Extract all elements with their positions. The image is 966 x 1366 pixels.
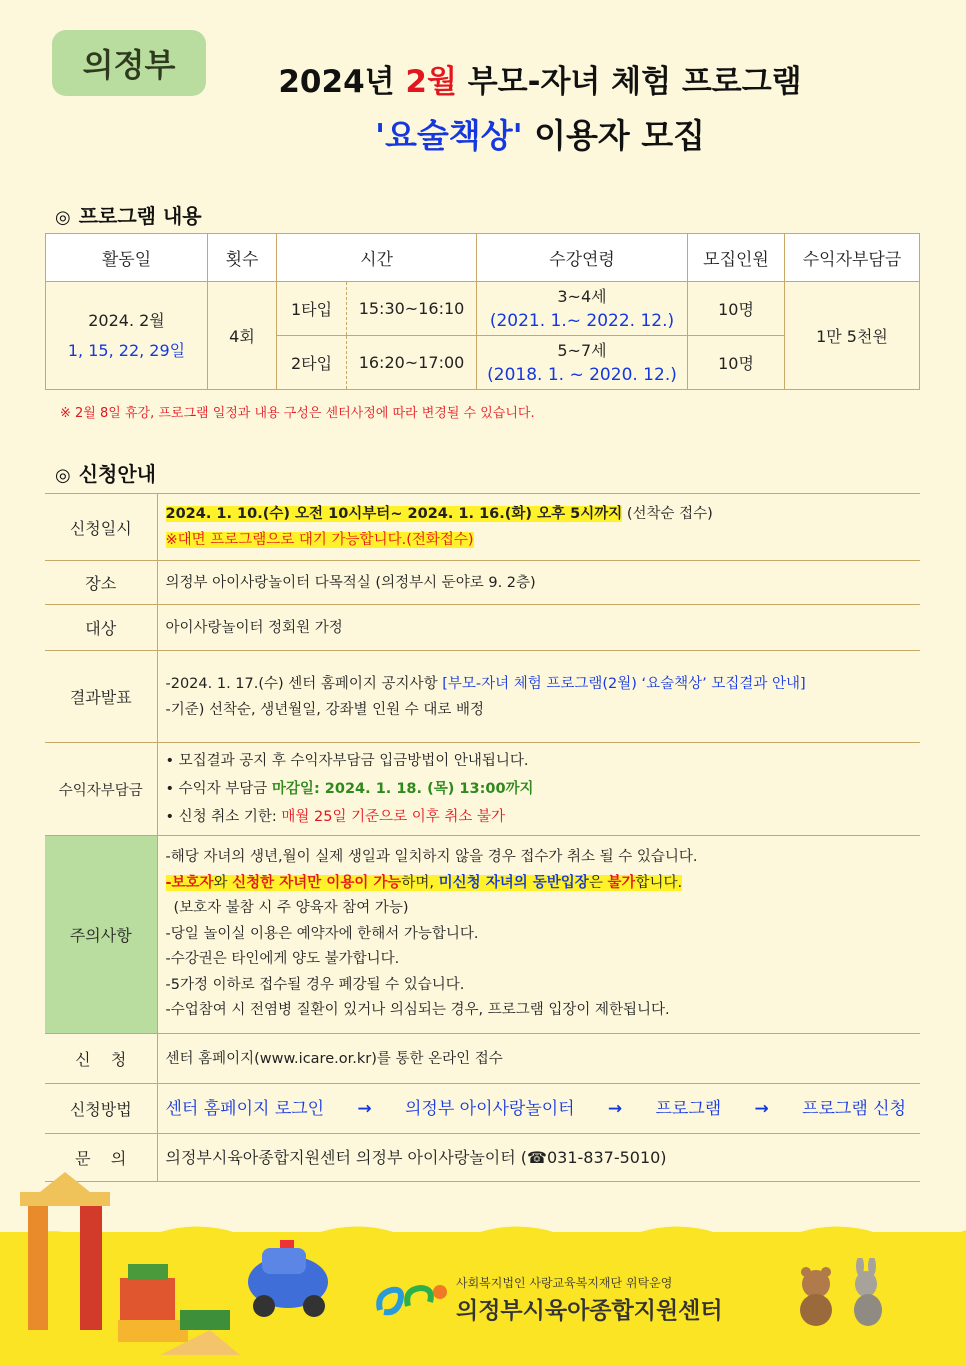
caution-text: 합니다. (635, 874, 683, 891)
plush-toys-illustration (790, 1258, 900, 1328)
caution-no-companion: 미신청 자녀의 동반입장 (438, 874, 589, 891)
bullet-circle-icon: ◎ (55, 207, 71, 228)
time-value: 16:20~17:00 (347, 336, 477, 390)
period-tail: (선착순 접수) (622, 506, 713, 522)
period-note: ※대면 프로그램으로 대기 가능합니다.(전화접수) (165, 532, 474, 548)
center-name: 의정부시육아종합지원센터 (456, 1298, 723, 1324)
arrow-right-icon: → (357, 1098, 372, 1119)
caution-text: 은 (588, 874, 608, 891)
header-people: 모집인원 (688, 234, 785, 282)
table-row (45, 651, 920, 743)
table-row (45, 605, 920, 651)
caution-only-applicant: 신청한 자녀만 이용이 가능 (232, 874, 402, 891)
result-notice-title: [부모-자녀 체험 프로그램(2월) ‘요술책상’ 모집결과 안내] (442, 675, 806, 692)
route-step-login: 센터 홈페이지 로그인 (165, 1098, 325, 1119)
place-value: 의정부 아이사랑놀이터 다목적실 (의정부시 둔야로 9. 2층) (157, 561, 920, 605)
apply-info-table (45, 493, 920, 1182)
header-count: 횟수 (208, 234, 277, 282)
title-recruit: 이용자 모집 (522, 116, 706, 155)
program-table-header (46, 234, 920, 282)
place-key: 장소 (45, 561, 157, 605)
page-title-line2 (230, 110, 850, 157)
toy-blocks-illustration (0, 1170, 350, 1366)
session-count: 4회 (208, 282, 277, 390)
header-date: 활동일 (46, 234, 208, 282)
caution-line: -해당 자녀의 생년,월이 실제 생일과 일치하지 않을 경우 접수가 취소 될 수 있습니다. (165, 849, 698, 866)
caution-guardian: -보호자 (165, 874, 214, 891)
route-step-apply: 프로그램 신청 (802, 1098, 906, 1119)
activity-date-cell (46, 282, 208, 390)
section-program-title: 프로그램 내용 (78, 204, 202, 228)
title-program-name: '요술책상' (374, 116, 523, 155)
caution-line: (보호자 불참 시 주 양육자 참여 가능) (173, 900, 409, 917)
age-value: 3~4세 (557, 286, 607, 306)
age-range: (2021. 1.~ 2022. 12.) (489, 310, 675, 331)
contact-key: 문 의 (45, 1134, 157, 1182)
fee-value: 1만 5천원 (785, 282, 920, 390)
target-key: 대상 (45, 605, 157, 651)
table-row (45, 494, 920, 561)
table-row (45, 561, 920, 605)
result-line1: -2024. 1. 17.(수) 센터 홈페이지 공지사항 (165, 675, 443, 692)
type-label: 2타입 (277, 336, 347, 390)
table-row (45, 1034, 920, 1084)
result-line2: -기준) 선착순, 생년월일, 강좌별 인원 수 대로 배정 (165, 701, 485, 718)
table-row (45, 836, 920, 1034)
section-program-heading (55, 200, 202, 229)
fee-deadline: 마감일: 2024. 1. 18. (목) 13:00까지 (271, 781, 534, 797)
caution-text: 와 (213, 874, 233, 891)
section-apply-heading (55, 458, 156, 487)
route-step-program: 프로그램 (655, 1098, 722, 1119)
header-age: 수강연령 (477, 234, 688, 282)
caution-not-allowed: 불가 (607, 874, 636, 891)
method-key: 신청방법 (45, 1084, 157, 1134)
arrow-right-icon: → (754, 1098, 769, 1119)
arrow-right-icon: → (607, 1098, 623, 1119)
result-value (157, 651, 920, 743)
title-program: 부모-자녀 체험 프로그램 (456, 64, 802, 100)
region-badge: 의정부 (52, 30, 206, 96)
result-key: 결과발표 (45, 651, 157, 743)
header-time: 시간 (277, 234, 477, 282)
activity-month: 2024. 2월 (88, 310, 165, 330)
period-value (157, 494, 920, 561)
time-value: 15:30~16:10 (347, 282, 477, 336)
people-count: 10명 (688, 336, 785, 390)
caution-line: -수업참여 시 전염병 질환이 있거나 의심되는 경우, 프로그램 입장이 제한됩니다. (165, 1002, 670, 1019)
age-cell (477, 336, 688, 390)
operator-text: 사회복지법인 사랑교육복지재단 위탁운영 (456, 1276, 673, 1290)
caution-line: -5가정 이하로 접수될 경우 폐강될 수 있습니다. (165, 976, 465, 993)
age-range: (2018. 1. ~ 2020. 12.) (487, 364, 677, 385)
caution-value (157, 836, 920, 1034)
table-row (45, 1084, 920, 1134)
target-value: 아이사랑놀이터 정회원 가정 (157, 605, 920, 651)
apply-key: 신 청 (45, 1034, 157, 1084)
people-count: 10명 (688, 282, 785, 336)
fee-line2-label: • 수익자 부담금 (165, 781, 272, 797)
apply-value: 센터 홈페이지(www.icare.or.kr)를 통한 온라인 접수 (157, 1034, 920, 1084)
section-apply-title: 신청안내 (78, 462, 156, 486)
method-value (157, 1084, 920, 1134)
caution-line: -당일 놀이실 이용은 예약자에 한해서 가능합니다. (165, 925, 479, 942)
title-month: 2월 (405, 64, 457, 100)
contact-value: 의정부시육아종합지원센터 의정부 아이사랑놀이터 (☎031-837-5010) (157, 1134, 920, 1182)
caution-text: 하며, (401, 874, 439, 891)
activity-days: 1, 15, 22, 29일 (67, 340, 186, 360)
header-fee: 수익자부담금 (785, 234, 920, 282)
center-logo-icon (374, 1276, 454, 1322)
age-cell (477, 282, 688, 336)
route-step-playground: 의정부 아이사랑놀이터 (404, 1098, 575, 1119)
bullet-circle-icon: ◎ (55, 465, 71, 486)
apply-route (166, 1096, 913, 1122)
period-highlight: 2024. 1. 10.(수) 오전 10시부터~ 2024. 1. 16.(화) 오후 5시까지 (165, 506, 623, 522)
fee-key: 수익자부담금 (45, 743, 157, 836)
fee-cancel-rule: 매월 25일 기준으로 이후 취소 불가 (281, 809, 506, 825)
period-key: 신청일시 (45, 494, 157, 561)
page-title-line1 (230, 56, 850, 101)
age-value: 5~7세 (557, 340, 607, 360)
fee-line3-label: • 신청 취소 기한: (165, 809, 282, 825)
caution-line: -수강권은 타인에게 양도 불가합니다. (165, 951, 400, 968)
schedule-note: ※ 2월 8일 휴강, 프로그램 일정과 내용 구성은 센터사정에 따라 변경될 수 있습니다. (60, 406, 535, 421)
type-label: 1타입 (277, 282, 347, 336)
fee-value-cell (157, 743, 920, 836)
table-row (45, 743, 920, 836)
title-year: 2024년 (278, 64, 406, 100)
table-row (46, 282, 920, 336)
caution-key: 주의사항 (45, 836, 157, 1034)
fee-line1: • 모집결과 공지 후 수익자부담금 입금방법이 안내됩니다. (165, 753, 529, 769)
program-table (45, 233, 920, 390)
